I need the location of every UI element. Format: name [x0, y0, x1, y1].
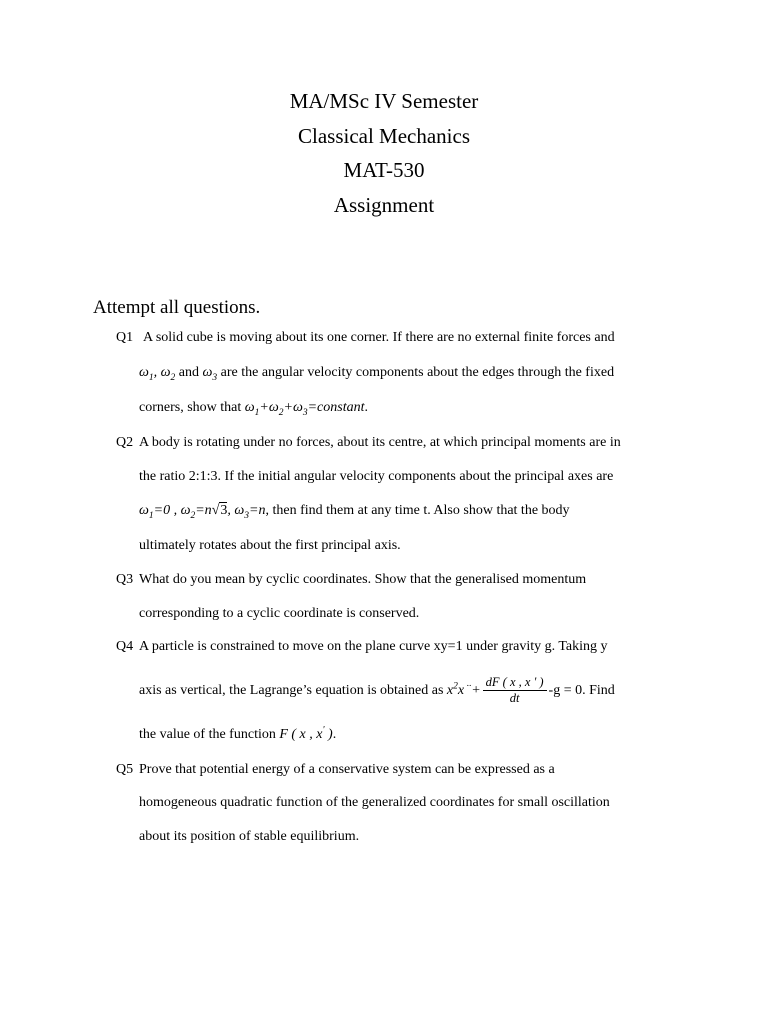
- question-line: Prove that potential energy of a conservative system can be expressed as a: [139, 762, 555, 777]
- math-formula: $\omega_3$: [202, 365, 218, 383]
- question-number: Q3: [116, 572, 134, 587]
- math-formula: $\omega_1=0$ , $\omega_2=n√3$, $\omega_3=n$: [139, 503, 266, 521]
- question-line: ultimately rotates about the first principal axis.: [139, 538, 401, 553]
- question-line: about its position of stable equilibrium.: [139, 829, 360, 844]
- question-line: What do you mean by cyclic coordinates. Show that the generalised momentum: [139, 572, 587, 587]
- question-line: the value of the function F ( x , x' ).: [139, 725, 337, 742]
- question-number: Q2: [116, 435, 134, 450]
- math-formula: $\omega_1$, $\omega_2$: [139, 365, 176, 383]
- math-formula: $x^2x$ ··+: [446, 681, 481, 698]
- question-number: Q5: [116, 762, 134, 777]
- question-line: corresponding to a cyclic coordinate is conserved.: [139, 606, 420, 621]
- math-formula: $\omega_1+\omega_2+\omega_3=constant$: [244, 400, 365, 418]
- math-fraction: $\frac{dF ( x , x ' )}{dt}$: [483, 675, 547, 706]
- question-line: corners, show that $\omega_1+\omega_2+\omega_3=constant$.: [139, 400, 368, 418]
- course-title: Classical Mechanics: [297, 123, 471, 148]
- document-type: Assignment: [333, 193, 435, 218]
- course-code: MAT-530: [343, 158, 425, 183]
- question-line: the ratio 2:1:3. If the initial angular velocity components about the principal axes are: [139, 469, 614, 484]
- math-formula: F ( x , x' ): [279, 725, 333, 742]
- question-line: homogeneous quadratic function of the generalized coordinates for small oscillation: [139, 795, 610, 810]
- question-line: A body is rotating under no forces, about its centre, at which principal moments are in: [139, 435, 621, 450]
- question-number: Q4: [116, 639, 134, 654]
- question-line: axis as vertical, the Lagrange’s equation is obtained as $x^2x$ ··+ $\frac{dF ( x , x ' )}{dt}$ -g = 0. Find: [139, 675, 615, 706]
- document-header: [0, 84, 768, 223]
- question-number: Q1: [116, 330, 134, 345]
- program-title: MA/MSc IV Semester: [289, 89, 479, 113]
- question-line: A particle is constrained to move on the plane curve xy=1 under gravity g. Taking y: [139, 639, 608, 654]
- instructions: Attempt all questions.: [93, 297, 261, 318]
- question-line: A solid cube is moving about its one corner. If there are no external finite forces and: [143, 330, 615, 345]
- question-line: $\omega_1=0$ , $\omega_2=n√3$, $\omega_3=n$, then find them at any time t. Also show that the body: [139, 503, 570, 521]
- question-line: $\omega_1$, $\omega_2$ and $\omega_3$ are the angular velocity components about the edges through the fixed: [139, 365, 615, 383]
